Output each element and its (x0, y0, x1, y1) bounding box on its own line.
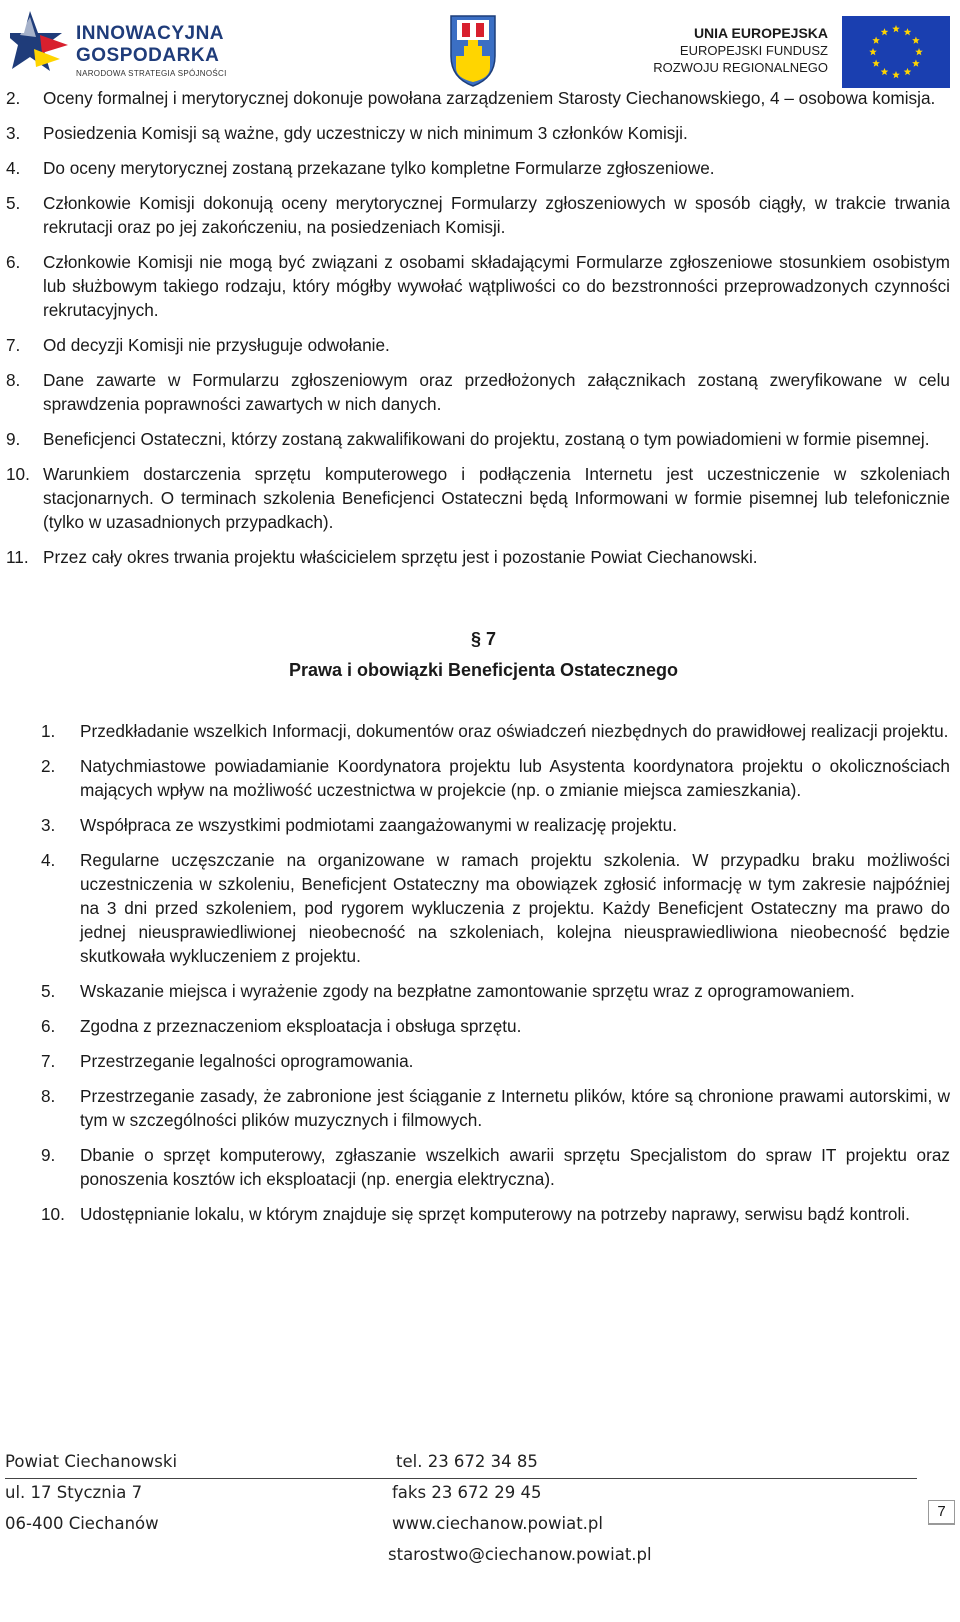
list-item-text: Członkowie Komisji dokonują oceny merytorycznej Formularzy zgłoszeniowych w sposób ciągły, w trakcie trwania rekrutacji oraz po jej zakończeniu, na posiedzeniach Komisji. (43, 193, 950, 237)
list-item-number: 11. (6, 547, 29, 567)
list-item-text: Przez cały okres trwania projektu właścicielem sprzętu jest i pozostanie Powiat Ciechanowski. (43, 547, 758, 567)
logo-text-line2: GOSPODARKA (76, 45, 220, 66)
list-item-number: 3. (41, 815, 56, 835)
innowacyjna-gospodarka-logo (10, 5, 260, 81)
eu-text-line2: EUROPEJSKI FUNDUSZ (679, 43, 828, 58)
list-item (41, 848, 950, 968)
list-item-number: 2. (41, 756, 56, 776)
footer-tel: tel. 23 672 34 85 (396, 1452, 538, 1471)
list-item (6, 427, 950, 451)
list-item-text: Do oceny merytorycznej zostaną przekazane tylko kompletne Formularze zgłoszeniowe. (43, 158, 715, 178)
list-item-number: 4. (6, 158, 21, 178)
list-item-text: Dane zawarte w Formularzu zgłoszeniowym oraz przedłożonych załącznikach zostaną zweryfikowane w celu sprawdzenia poprawności zawartych w nich danych. (43, 370, 950, 414)
list-item-text: Członkowie Komisji nie mogą być związani z osobami składającymi Formularze zgłoszeniowe stosunkiem osobistym lub służbowym takiego rodzaju, który mógłby wywołać wątpliwości co do bezstronności przeprowadzonych czynności rekrutacyjnych. (43, 252, 950, 320)
list-item-text: Beneficjenci Ostateczni, którzy zostaną zakwalifikowani do projektu, zostaną o tym powiadomieni w formie pisemnej. (43, 429, 930, 449)
list-item-text: Dbanie o sprzęt komputerowy, zgłaszanie wszelkich awarii sprzętu Specjalistom do spraw IT projektu oraz ponoszenia kosztów ich eksploatacji (np. energia elektryczna). (80, 1145, 950, 1189)
footer-fax: faks 23 672 29 45 (392, 1483, 542, 1502)
list-item-number: 4. (41, 850, 56, 870)
footer-divider (5, 1478, 917, 1479)
list-item-text: Przedkładanie wszelkich Informacji, dokumentów oraz oświadczeń niezbędnych do prawidłowej realizacji projektu. (80, 721, 949, 741)
list-item-number: 5. (41, 981, 56, 1001)
list-item-text: Regularne uczęszczanie na organizowane w ramach projektu szkolenia. W przypadku braku możliwości uczestniczenia w szkoleniu, Beneficjent Ostateczny ma obowiązek zgłosić informację w tym zakresie najpóźniej na 3 dni przed szkoleniem, pod rygorem wykluczenia z projektu. Każdy Beneficjent Ostateczny ma prawo do jednej nieusprawiedliwionej nieobecność na szkoleniach, kolejna nieusprawiedliwiona nieobecność będzie skutkowała wykluczeniem z projektu. (80, 850, 950, 966)
footer-email[interactable]: starostwo@ciechanow.powiat.pl (388, 1545, 652, 1564)
list-item-text: Przestrzeganie legalności oprogramowania. (80, 1051, 414, 1071)
list-item-text: Warunkiem dostarczenia sprzętu komputerowego i podłączenia Internetu jest uczestniczenie w szkoleniach stacjonarnych. O terminach szkolenia Beneficjenci Ostateczni będą Informowani w formie pisemnej lub telefonicznie (tylko w uzasadnionych przypadkach). (43, 464, 950, 532)
list-item (41, 1143, 950, 1191)
list-item (6, 333, 950, 357)
list-item-text: Udostępnianie lokalu, w którym znajduje się sprzęt komputerowy na potrzeby naprawy, serwisu bądź kontroli. (80, 1204, 910, 1224)
list-item-text: Zgodna z przeznaczeniom eksploatacja i obsługa sprzętu. (80, 1016, 522, 1036)
list-item-number: 7. (6, 335, 21, 355)
coat-of-arms-icon (448, 12, 498, 88)
logo-text-line1: INNOWACYJNA (76, 23, 225, 44)
list-item (6, 368, 950, 416)
list-item (41, 719, 950, 743)
list-item-number: 9. (6, 429, 21, 449)
list-item (6, 156, 950, 180)
footer-web[interactable]: www.ciechanow.powiat.pl (392, 1514, 603, 1533)
document-body (0, 86, 960, 1237)
list-item (6, 191, 950, 239)
list-item (41, 979, 950, 1003)
page-number: 7 (928, 1500, 955, 1525)
list-item-number: 8. (6, 370, 21, 390)
list-item-number: 5. (6, 193, 21, 213)
list-item-text: Natychmiastowe powiadamianie Koordynatora projektu lub Asystenta koordynatora projektu o okolicznościach mających wpływ na możliwość uczestnictwa w projekcie (np. o zmianie miejsca zamieszkania). (80, 756, 950, 800)
list-item-number: 6. (41, 1016, 56, 1036)
eu-text-line3: ROZWOJU REGIONALNEGO (653, 60, 828, 75)
list-item-number: 6. (6, 252, 21, 272)
list-item-text: Posiedzenia Komisji są ważne, gdy uczestniczy w nich minimum 3 członków Komisji. (43, 123, 688, 143)
list-item (41, 1049, 950, 1073)
list-item-number: 10. (41, 1204, 65, 1224)
rules-list (0, 86, 960, 569)
list-item-number: 3. (6, 123, 21, 143)
eu-text-line1: UNIA EUROPEJSKA (693, 25, 828, 41)
footer-street: ul. 17 Stycznia 7 (5, 1483, 143, 1502)
list-item-number: 9. (41, 1145, 56, 1165)
list-item-number: 2. (6, 88, 21, 108)
eu-logo-text (608, 25, 828, 75)
star-logo-icon (10, 5, 70, 81)
obligations-list (0, 719, 960, 1226)
list-item (41, 1084, 950, 1132)
list-item-number: 10. (6, 464, 30, 484)
logo-text-line3: NARODOWA STRATEGIA SPÓJNOŚCI (76, 69, 227, 78)
section-title: Prawa i obowiązki Beneficjenta Ostatecznego (288, 660, 679, 680)
list-item-text: Wskazanie miejsca i wyrażenie zgody na bezpłatne zamontowanie sprzętu wraz z oprogramowaniem. (80, 981, 855, 1001)
list-item-text: Oceny formalnej i merytorycznej dokonuje powołana zarządzeniem Starosty Ciechanowskiego, 4 – osobowa komisja. (43, 88, 936, 108)
list-item-text: Przestrzeganie zasady, że zabronione jest ściąganie z Internetu plików, które są chronione prawami autorskimi, w tym w szczególności plików muzycznych i filmowych. (80, 1086, 950, 1130)
list-item-number: 1. (41, 721, 56, 741)
list-item (6, 545, 950, 569)
list-item (41, 1202, 950, 1226)
section-sign: § 7 (470, 629, 497, 649)
list-item (6, 462, 950, 534)
list-item (6, 86, 950, 110)
footer-city: 06-400 Ciechanów (5, 1514, 159, 1533)
list-item (6, 121, 950, 145)
list-item (6, 250, 950, 322)
list-item (41, 813, 950, 837)
list-item-number: 8. (41, 1086, 56, 1106)
list-item-text: Od decyzji Komisji nie przysługuje odwołanie. (43, 335, 390, 355)
eu-flag-icon (842, 16, 950, 88)
list-item-text: Współpraca ze wszystkimi podmiotami zaangażowanymi w realizację projektu. (80, 815, 678, 835)
list-item-number: 7. (41, 1051, 56, 1071)
list-item (41, 1014, 950, 1038)
list-item (41, 754, 950, 802)
footer-name: Powiat Ciechanowski (5, 1452, 178, 1471)
